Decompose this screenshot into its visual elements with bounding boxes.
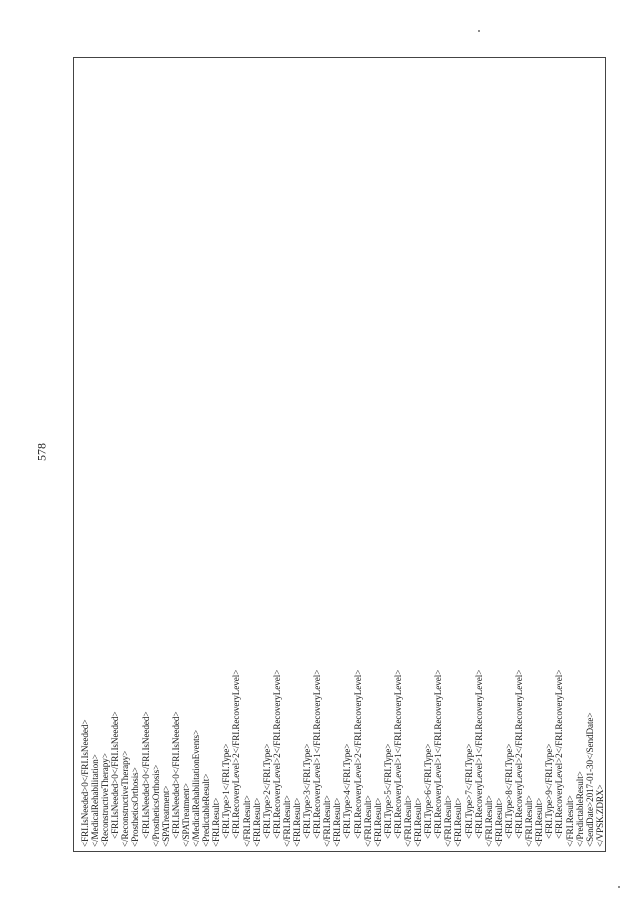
xml-line: </FRI.Result> <box>322 795 333 847</box>
xml-line: <FRI.Type>8</FRI.Type> <box>503 743 514 839</box>
xml-line: <FRI.Result> <box>372 797 383 847</box>
xml-line: <FRI.Type>5</FRI.Type> <box>382 743 393 839</box>
xml-line: </PredictableResult> <box>574 771 585 847</box>
xml-line: <FRI.Result> <box>534 797 545 847</box>
xml-line: </MedicalRehabilitationEvents> <box>191 729 202 847</box>
scan-speck <box>618 886 620 888</box>
xml-line: <FRI.RecoveryLevel>1</FRI.RecoveryLevel> <box>433 669 444 839</box>
xml-line: <PredictableResult> <box>201 773 212 847</box>
scan-speck <box>478 30 480 32</box>
xml-line: <FRI.RecoveryLevel>2</FRI.RecoveryLevel> <box>271 669 282 839</box>
xml-line: <FRI.Result> <box>332 797 343 847</box>
xml-line: <FRI.Result> <box>251 797 262 847</box>
xml-line: <FRI.RecoveryLevel>1</FRI.RecoveryLevel> <box>312 669 323 839</box>
page-number: 578 <box>34 443 49 461</box>
xml-line: </FRI.Result> <box>443 795 454 847</box>
xml-line: <FRI.Result> <box>413 797 424 847</box>
xml-line: <ReconstructiveTherapy> <box>100 753 111 847</box>
xml-line: </FRI.Result> <box>362 795 373 847</box>
xml-line: <FRI.Type>6</FRI.Type> <box>423 743 434 839</box>
xml-line: <FRI.RecoveryLevel>2</FRI.RecoveryLevel> <box>352 669 363 839</box>
xml-line: <FRI.RecoveryLevel>2</FRI.RecoveryLevel> <box>554 669 565 839</box>
xml-line: </FRI.Result> <box>564 795 575 847</box>
xml-line: <FRI.Type>1</FRI.Type> <box>221 743 232 839</box>
xml-line: <FRI.RecoveryLevel>2</FRI.RecoveryLevel> <box>514 669 525 839</box>
xml-line: </FRI.Result> <box>403 795 413 847</box>
xml-line: <FRI.IsNeeded>0</FRI.IsNeeded> <box>110 711 121 839</box>
xml-line: <FRI.Type>7</FRI.Type> <box>463 743 474 839</box>
xml-line: <FRI.IsNeeded>0</FRI.IsNeeded> <box>80 719 90 847</box>
xml-line: </FRI.Result> <box>483 795 494 847</box>
xml-line: <FRI.Result> <box>493 797 504 847</box>
xml-line: <FRI.IsNeeded>0</FRI.IsNeeded> <box>170 711 181 839</box>
xml-line: <SPATreatment> <box>160 785 171 847</box>
xml-listing <box>80 63 605 853</box>
xml-line: <FRI.RecoveryLevel>2</FRI.RecoveryLevel> <box>231 669 242 839</box>
xml-line: <ProstheticsOrthosis> <box>130 767 141 847</box>
xml-line: <SendDate>2017-01-30</SendDate> <box>584 712 595 847</box>
xml-line: </MedicalRehabilitation> <box>90 754 101 847</box>
xml-line: </VPSK.ZDRX> <box>594 784 605 847</box>
xml-line: </ProstheticsOrthosis> <box>150 764 161 847</box>
xml-line: <FRI.Type>2</FRI.Type> <box>261 743 272 839</box>
xml-line: <FRI.RecoveryLevel>1</FRI.RecoveryLevel> <box>392 669 403 839</box>
xml-line: <FRI.Result> <box>211 797 222 847</box>
xml-line: </SPATreatment> <box>180 783 191 847</box>
xml-line: <FRI.Type>4</FRI.Type> <box>342 743 353 839</box>
xml-line: </ReconstructiveTherapy> <box>120 750 131 847</box>
xml-line: <FRI.RecoveryLevel>1</FRI.RecoveryLevel> <box>473 669 484 839</box>
xml-line: </FRI.Result> <box>241 795 252 847</box>
xml-line: <FRI.Type>3</FRI.Type> <box>302 743 313 839</box>
xml-line: <FRI.IsNeeded>0</FRI.IsNeeded> <box>140 711 151 839</box>
xml-line: </FRI.Result> <box>281 795 292 847</box>
xml-line: <FRI.Type>9</FRI.Type> <box>544 743 555 839</box>
xml-line: </FRI.Result> <box>524 795 535 847</box>
xml-line: <FRI.Result> <box>291 797 302 847</box>
xml-line: <FRI.Result> <box>453 797 464 847</box>
